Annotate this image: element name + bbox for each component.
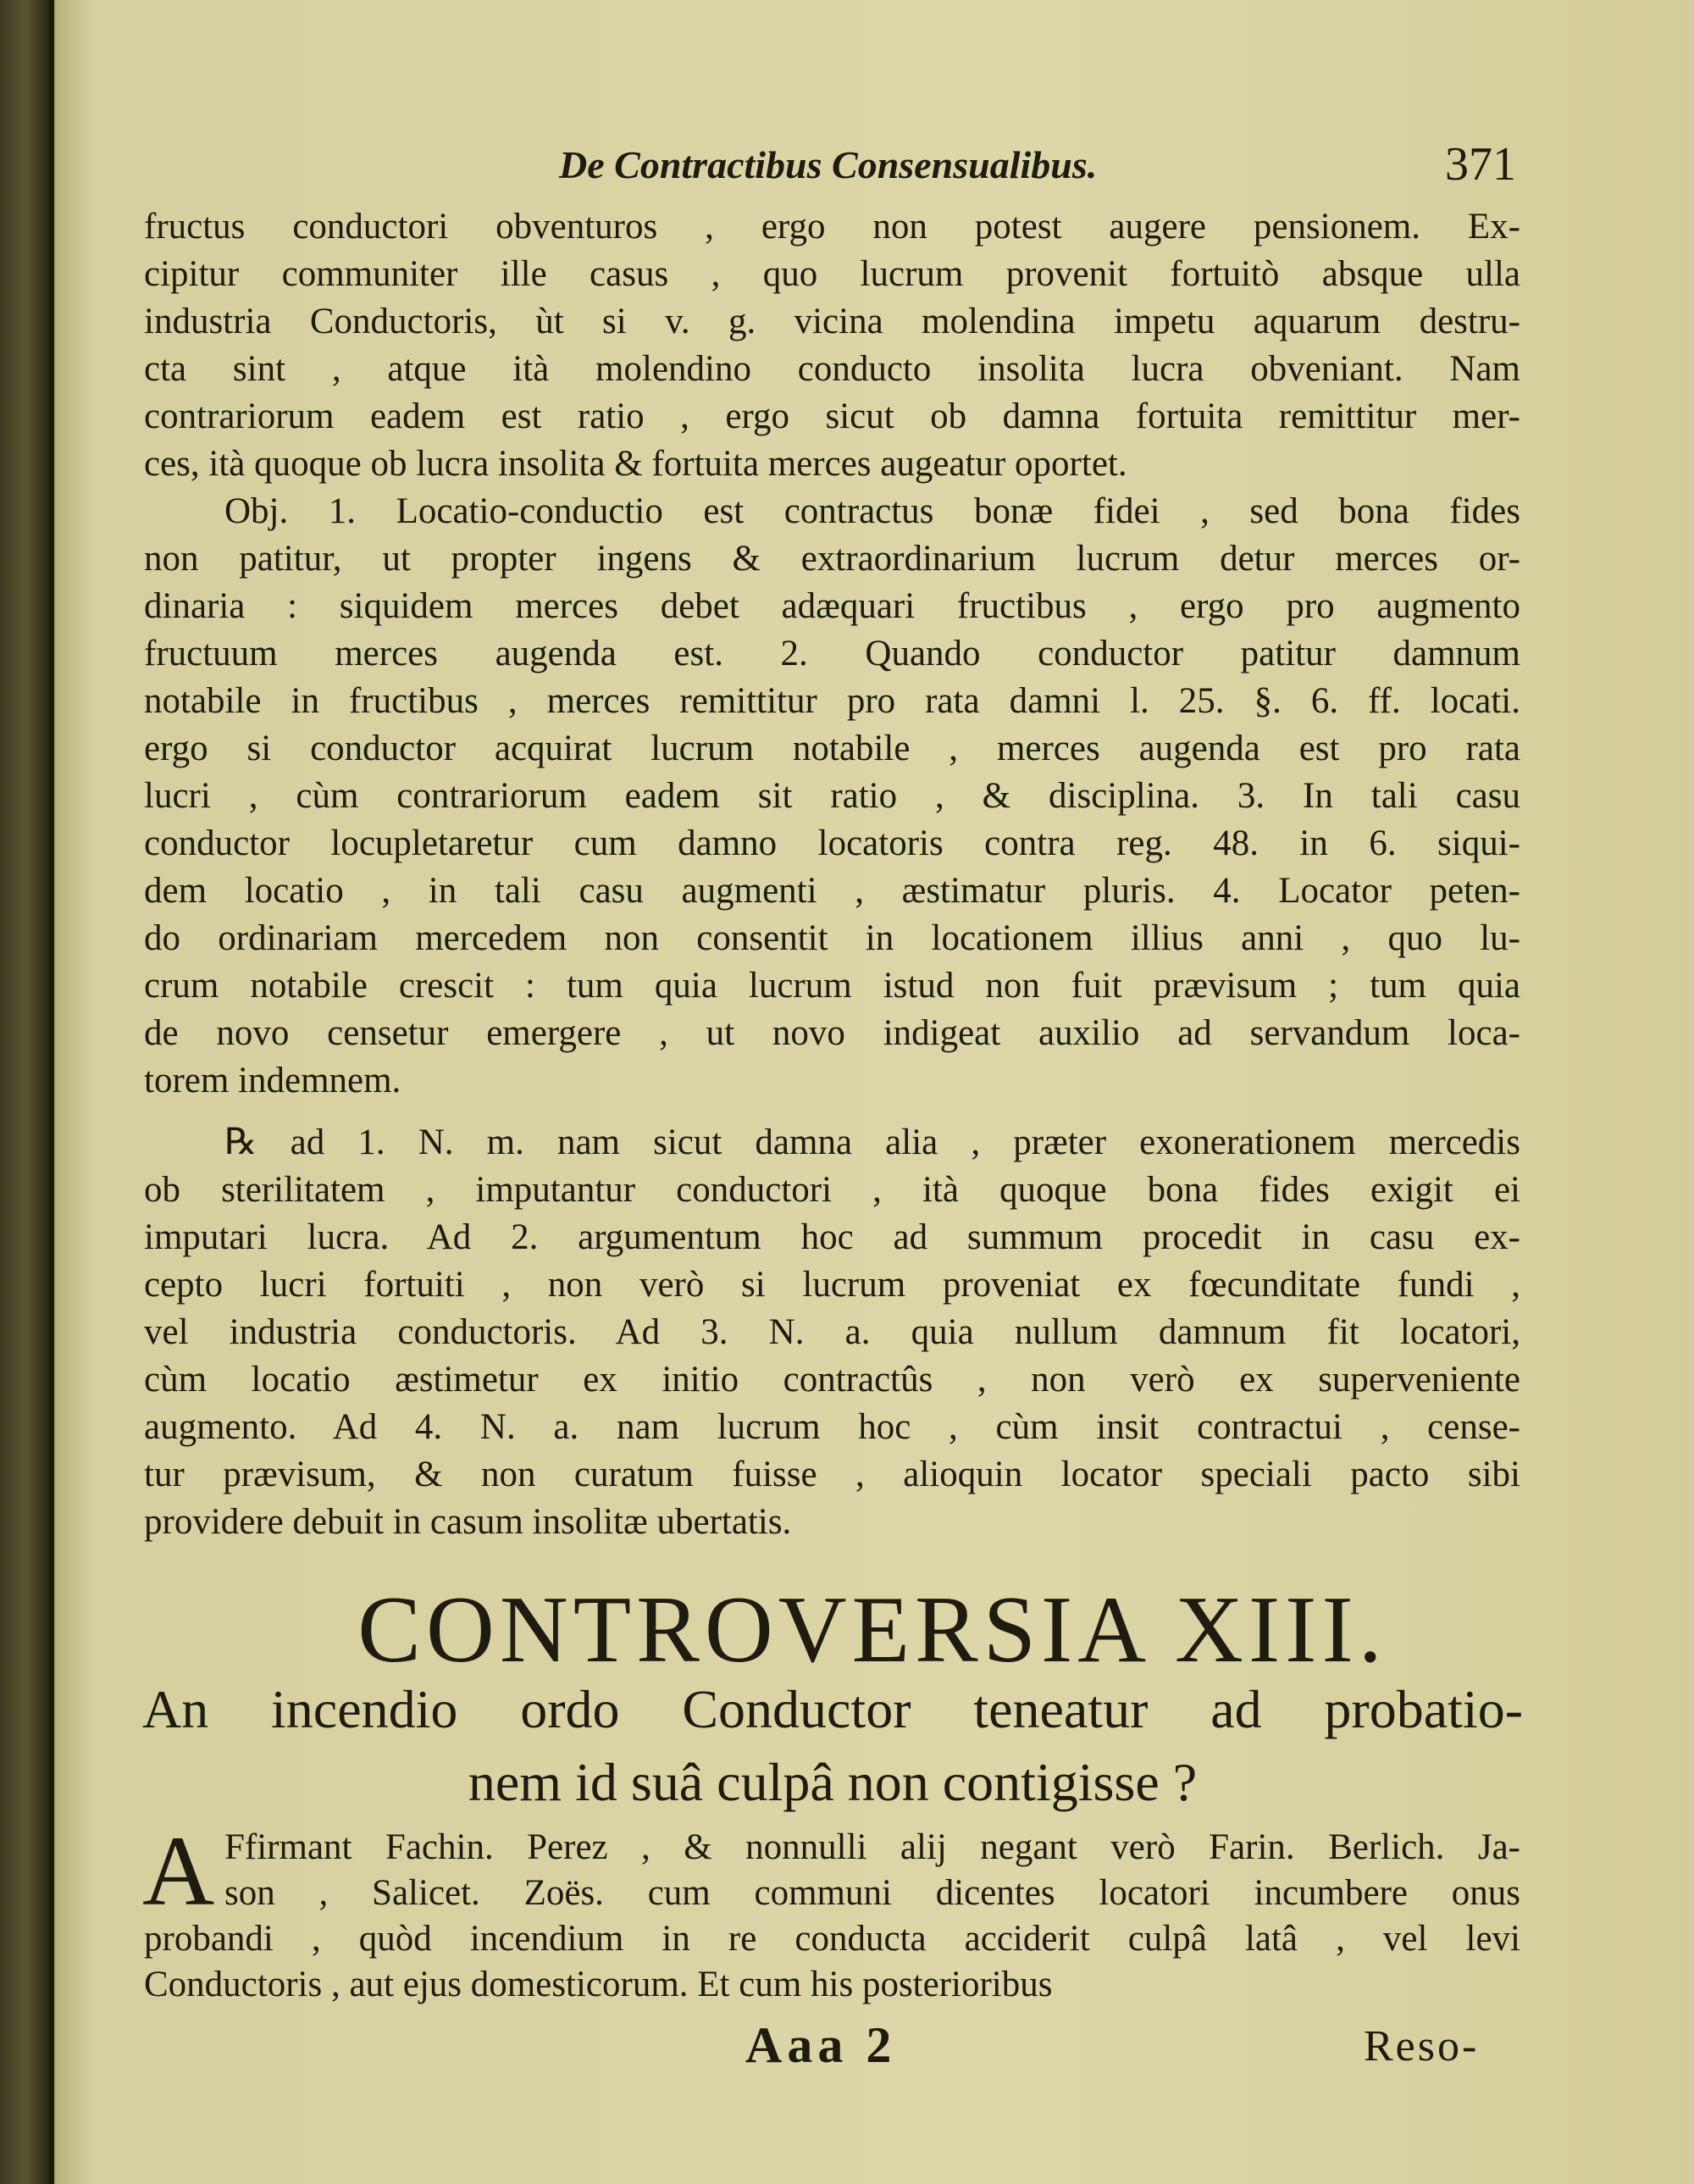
- text-line: cepto lucri fortuiti , non verò si lucrum proveniat ex fœcunditate fundi ,: [144, 1265, 1520, 1305]
- text-line: notabile in fructibus , merces remittitur pro rata damni l. 25. §. 6. ff. locati.: [144, 681, 1520, 721]
- text-line: ob sterilitatem , imputantur conductori , ità quoque bona fides exigit ei: [144, 1170, 1520, 1210]
- text-line: vel industria conductoris. Ad 3. N. a. quia nullum damnum fit locatori,: [144, 1312, 1520, 1352]
- text-line: cta sint , atque ità molendino conducto insolita lucra obveniant. Nam: [144, 349, 1520, 389]
- text-line: providere debuit in casum insolitæ ubertatis.: [144, 1502, 792, 1542]
- text-line: ℞ ad 1. N. m. nam sicut damna alia , præter exonerationem mercedis: [224, 1122, 1520, 1162]
- text-line: ces, ità quoque ob lucra insolita & fortuita merces augeatur oportet.: [144, 444, 1127, 484]
- body-text-block-1: [144, 203, 1520, 1105]
- book-binding-edge: [49, 0, 54, 2184]
- text-line: dem locatio , in tali casu augmenti , æstimatur pluris. 4. Locator peten-: [144, 871, 1520, 911]
- running-title: De Contractibus Consensualibus.: [559, 143, 1098, 186]
- signature-mark: Aaa 2: [745, 2017, 897, 2073]
- text-line: non patitur, ut propter ingens & extraordinarium lucrum detur merces or-: [144, 539, 1520, 579]
- question-line: An incendio ordo Conductor teneatur ad probatio-: [142, 1679, 1523, 1739]
- text-line: de novo censetur emergere , ut novo indigeat auxilio ad servandum loca-: [144, 1013, 1520, 1053]
- page-number: 371: [1445, 138, 1516, 191]
- text-line: lucri , cùm contrariorum eadem sit ratio , & disciplina. 3. In tali casu: [144, 776, 1520, 816]
- text-line: tur prævisum, & non curatum fuisse , alioquin locator speciali pacto sibi: [144, 1455, 1520, 1494]
- text-line: fructuum merces augenda est. 2. Quando conductor patitur damnum: [144, 634, 1520, 673]
- text-line: contrariorum eadem est ratio , ergo sicut ob damna fortuita remittitur mer-: [144, 396, 1520, 436]
- text-line: crum notabile crescit : tum quia lucrum istud non fuit prævisum ; tum quia: [144, 966, 1520, 1006]
- text-line: imputari lucra. Ad 2. argumentum hoc ad summum procedit in casu ex-: [144, 1217, 1520, 1257]
- text-line: conductor locupletaretur cum damno locatoris contra reg. 48. in 6. siqui-: [144, 823, 1520, 863]
- catchword: Reso-: [1364, 2022, 1480, 2070]
- text-line: dinaria : siquidem merces debet adæquari fructibus , ergo pro augmento: [144, 586, 1520, 626]
- text-line: torem indemnem.: [144, 1061, 401, 1100]
- text-line: ergo si conductor acquirat lucrum notabile , merces augenda est pro rata: [144, 729, 1520, 768]
- text-line: Conductoris , aut ejus domesticorum. Et cum his posterioribus: [144, 1965, 1053, 2004]
- text-line: augmento. Ad 4. N. a. nam lucrum hoc , cùm insit contractui , cense-: [144, 1407, 1520, 1447]
- text-line: son , Salicet. Zoës. cum communi dicentes locatori incumbere onus: [224, 1873, 1520, 1913]
- body-text-block-2: [144, 1119, 1520, 1546]
- text-line: Ffirmant Fachin. Perez , & nonnulli alij negant verò Farin. Berlich. Ja-: [224, 1827, 1520, 1867]
- drop-cap: A: [142, 1815, 215, 1926]
- section-paragraph: [144, 1825, 1520, 2008]
- text-line: cipitur communiter ille casus , quo lucrum provenit fortuitò absque ulla: [144, 254, 1520, 294]
- text-line: Obj. 1. Locatio-conductio est contractus bonæ fidei , sed bona fides: [224, 491, 1520, 531]
- section-question: [142, 1673, 1523, 1819]
- text-line: fructus conductori obventuros , ergo non potest augere pensionem. Ex-: [144, 207, 1520, 247]
- section-title: CONTROVERSIA XIII.: [357, 1577, 1387, 1682]
- text-line: cùm locatio æstimetur ex initio contractûs , non verò ex superveniente: [144, 1360, 1520, 1400]
- question-line: nem id suâ culpâ non contigisse ?: [468, 1752, 1198, 1812]
- text-line: do ordinariam mercedem non consentit in locationem illius anni , quo lu-: [144, 918, 1520, 958]
- text-line: industria Conductoris, ùt si v. g. vicina molendina impetu aquarum destru-: [144, 302, 1520, 341]
- text-line: probandi , quòd incendium in re conducta acciderit culpâ latâ , vel levi: [144, 1919, 1520, 1959]
